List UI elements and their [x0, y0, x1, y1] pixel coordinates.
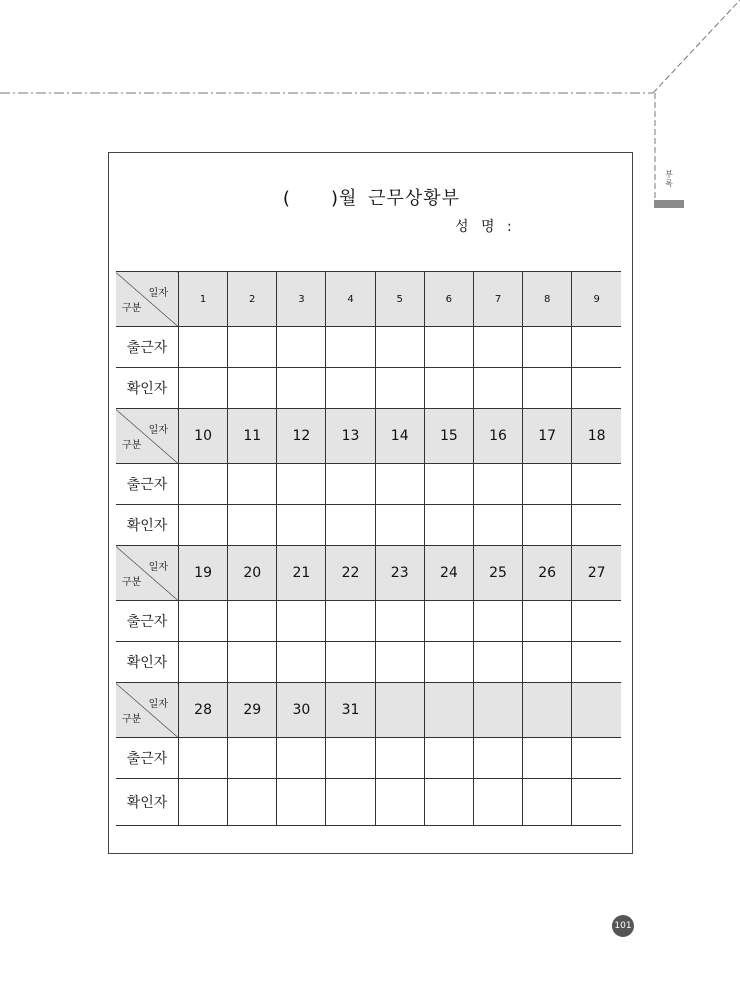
checkin-entry-cell[interactable]: [179, 738, 228, 779]
header-category-label: 구분: [122, 577, 142, 588]
confirm-entry-cell[interactable]: [572, 368, 621, 409]
checkin-entry-cell[interactable]: [375, 738, 424, 779]
checkin-entry-cell[interactable]: [277, 327, 326, 368]
confirm-entry-cell[interactable]: [424, 642, 473, 683]
checkin-entry-cell[interactable]: [179, 464, 228, 505]
form-title: [109, 184, 634, 210]
header-category-label: 구분: [122, 303, 142, 314]
confirm-row: [116, 368, 621, 409]
checkin-entry-cell[interactable]: [572, 464, 621, 505]
confirm-label: 확인자: [116, 368, 179, 409]
confirm-entry-cell[interactable]: [572, 779, 621, 826]
confirm-entry-cell[interactable]: [523, 368, 572, 409]
confirm-label: 확인자: [116, 642, 179, 683]
header-date-label: 일자: [148, 562, 168, 573]
day-number-cell: 12: [277, 409, 326, 464]
page-number: 101: [612, 915, 634, 937]
day-number-cell: 22: [326, 546, 375, 601]
confirm-row: [116, 642, 621, 683]
checkin-label: 출근자: [116, 738, 179, 779]
confirm-entry-cell[interactable]: [179, 779, 228, 826]
checkin-entry-cell[interactable]: [228, 327, 277, 368]
day-number-cell: 15: [424, 409, 473, 464]
checkin-entry-cell[interactable]: [326, 327, 375, 368]
title-month-suffix: )월: [330, 188, 358, 209]
title-text: 근무상황부: [368, 188, 461, 209]
confirm-row: [116, 505, 621, 546]
diagonal-header-cell: [116, 546, 179, 601]
checkin-entry-cell[interactable]: [375, 327, 424, 368]
checkin-entry-cell[interactable]: [473, 738, 522, 779]
checkin-entry-cell[interactable]: [473, 327, 522, 368]
day-number-cell: [424, 683, 473, 738]
confirm-entry-cell[interactable]: [228, 779, 277, 826]
day-number-cell: 24: [424, 546, 473, 601]
checkin-entry-cell[interactable]: [523, 738, 572, 779]
confirm-entry-cell[interactable]: [375, 642, 424, 683]
attendance-table: [116, 271, 621, 826]
checkin-row: [116, 601, 621, 642]
confirm-entry-cell[interactable]: [473, 368, 522, 409]
confirm-entry-cell[interactable]: [473, 779, 522, 826]
checkin-entry-cell[interactable]: [424, 601, 473, 642]
checkin-entry-cell[interactable]: [277, 601, 326, 642]
name-field-label: 성 명 :: [455, 219, 516, 235]
day-number-cell: 1: [179, 272, 228, 327]
checkin-entry-cell[interactable]: [572, 601, 621, 642]
day-number-cell: [473, 683, 522, 738]
appendix-tab-bar: [654, 200, 684, 208]
day-number-cell: 28: [179, 683, 228, 738]
checkin-label: 출근자: [116, 327, 179, 368]
checkin-entry-cell[interactable]: [572, 738, 621, 779]
day-number-cell: 20: [228, 546, 277, 601]
day-number-cell: 4: [326, 272, 375, 327]
checkin-entry-cell[interactable]: [228, 738, 277, 779]
confirm-entry-cell[interactable]: [179, 642, 228, 683]
header-category-label: 구분: [122, 714, 142, 725]
checkin-entry-cell[interactable]: [424, 327, 473, 368]
confirm-entry-cell[interactable]: [326, 642, 375, 683]
confirm-entry-cell[interactable]: [277, 505, 326, 546]
confirm-entry-cell[interactable]: [572, 505, 621, 546]
confirm-entry-cell[interactable]: [326, 505, 375, 546]
diagonal-header-cell: [116, 683, 179, 738]
checkin-entry-cell[interactable]: [228, 464, 277, 505]
diagonal-header-cell: [116, 409, 179, 464]
confirm-entry-cell[interactable]: [375, 505, 424, 546]
day-number-cell: 13: [326, 409, 375, 464]
confirm-entry-cell[interactable]: [326, 368, 375, 409]
day-number-cell: 7: [473, 272, 522, 327]
confirm-entry-cell[interactable]: [277, 779, 326, 826]
day-number-cell: 17: [523, 409, 572, 464]
checkin-label: 출근자: [116, 464, 179, 505]
diagonal-header-cell: [116, 272, 179, 327]
checkin-entry-cell[interactable]: [523, 601, 572, 642]
header-date-label: 일자: [148, 699, 168, 710]
day-number-cell: 9: [572, 272, 621, 327]
confirm-entry-cell[interactable]: [523, 642, 572, 683]
confirm-entry-cell[interactable]: [375, 368, 424, 409]
day-number-cell: 18: [572, 409, 621, 464]
confirm-entry-cell[interactable]: [326, 779, 375, 826]
confirm-entry-cell[interactable]: [277, 642, 326, 683]
checkin-entry-cell[interactable]: [424, 464, 473, 505]
checkin-entry-cell[interactable]: [473, 464, 522, 505]
day-number-cell: 23: [375, 546, 424, 601]
checkin-entry-cell[interactable]: [523, 464, 572, 505]
checkin-row: [116, 464, 621, 505]
checkin-entry-cell[interactable]: [375, 601, 424, 642]
title-open-paren: (: [282, 188, 291, 209]
header-date-label: 일자: [148, 425, 168, 436]
checkin-row: [116, 738, 621, 779]
confirm-entry-cell[interactable]: [375, 779, 424, 826]
day-number-cell: 27: [572, 546, 621, 601]
checkin-entry-cell[interactable]: [326, 738, 375, 779]
checkin-entry-cell[interactable]: [277, 738, 326, 779]
day-number-cell: 21: [277, 546, 326, 601]
day-number-cell: 29: [228, 683, 277, 738]
day-number-cell: 14: [375, 409, 424, 464]
day-number-cell: 31: [326, 683, 375, 738]
confirm-entry-cell[interactable]: [228, 505, 277, 546]
confirm-row: [116, 779, 621, 826]
checkin-entry-cell[interactable]: [326, 601, 375, 642]
confirm-entry-cell[interactable]: [179, 368, 228, 409]
confirm-entry-cell[interactable]: [523, 505, 572, 546]
checkin-entry-cell[interactable]: [179, 601, 228, 642]
checkin-entry-cell[interactable]: [228, 601, 277, 642]
confirm-entry-cell[interactable]: [473, 505, 522, 546]
day-number-cell: [572, 683, 621, 738]
confirm-entry-cell[interactable]: [572, 642, 621, 683]
day-number-cell: 8: [523, 272, 572, 327]
checkin-entry-cell[interactable]: [473, 601, 522, 642]
confirm-label: 확인자: [116, 779, 179, 826]
day-header-row: [116, 409, 621, 464]
confirm-entry-cell[interactable]: [424, 779, 473, 826]
day-number-cell: 11: [228, 409, 277, 464]
day-header-row: [116, 546, 621, 601]
header-category-label: 구분: [122, 440, 142, 451]
day-number-cell: 16: [473, 409, 522, 464]
day-number-cell: [523, 683, 572, 738]
confirm-entry-cell[interactable]: [424, 505, 473, 546]
checkin-entry-cell[interactable]: [326, 464, 375, 505]
checkin-entry-cell[interactable]: [375, 464, 424, 505]
checkin-entry-cell[interactable]: [277, 464, 326, 505]
day-number-cell: 3: [277, 272, 326, 327]
day-number-cell: 25: [473, 546, 522, 601]
confirm-entry-cell[interactable]: [228, 368, 277, 409]
checkin-entry-cell[interactable]: [179, 327, 228, 368]
day-header-row: [116, 683, 621, 738]
day-number-cell: 6: [424, 272, 473, 327]
day-number-cell: 5: [375, 272, 424, 327]
checkin-entry-cell[interactable]: [424, 738, 473, 779]
checkin-row: [116, 327, 621, 368]
confirm-entry-cell[interactable]: [277, 368, 326, 409]
confirm-label: 확인자: [116, 505, 179, 546]
day-number-cell: 30: [277, 683, 326, 738]
day-number-cell: 10: [179, 409, 228, 464]
checkin-entry-cell[interactable]: [572, 327, 621, 368]
day-number-cell: 26: [523, 546, 572, 601]
confirm-entry-cell[interactable]: [228, 642, 277, 683]
confirm-entry-cell[interactable]: [179, 505, 228, 546]
header-date-label: 일자: [148, 288, 168, 299]
confirm-entry-cell[interactable]: [424, 368, 473, 409]
day-number-cell: [375, 683, 424, 738]
day-number-cell: 19: [179, 546, 228, 601]
day-number-cell: 2: [228, 272, 277, 327]
confirm-entry-cell[interactable]: [523, 779, 572, 826]
checkin-entry-cell[interactable]: [523, 327, 572, 368]
confirm-entry-cell[interactable]: [473, 642, 522, 683]
day-header-row: [116, 272, 621, 327]
checkin-label: 출근자: [116, 601, 179, 642]
appendix-tab-label: 부록: [665, 170, 673, 188]
